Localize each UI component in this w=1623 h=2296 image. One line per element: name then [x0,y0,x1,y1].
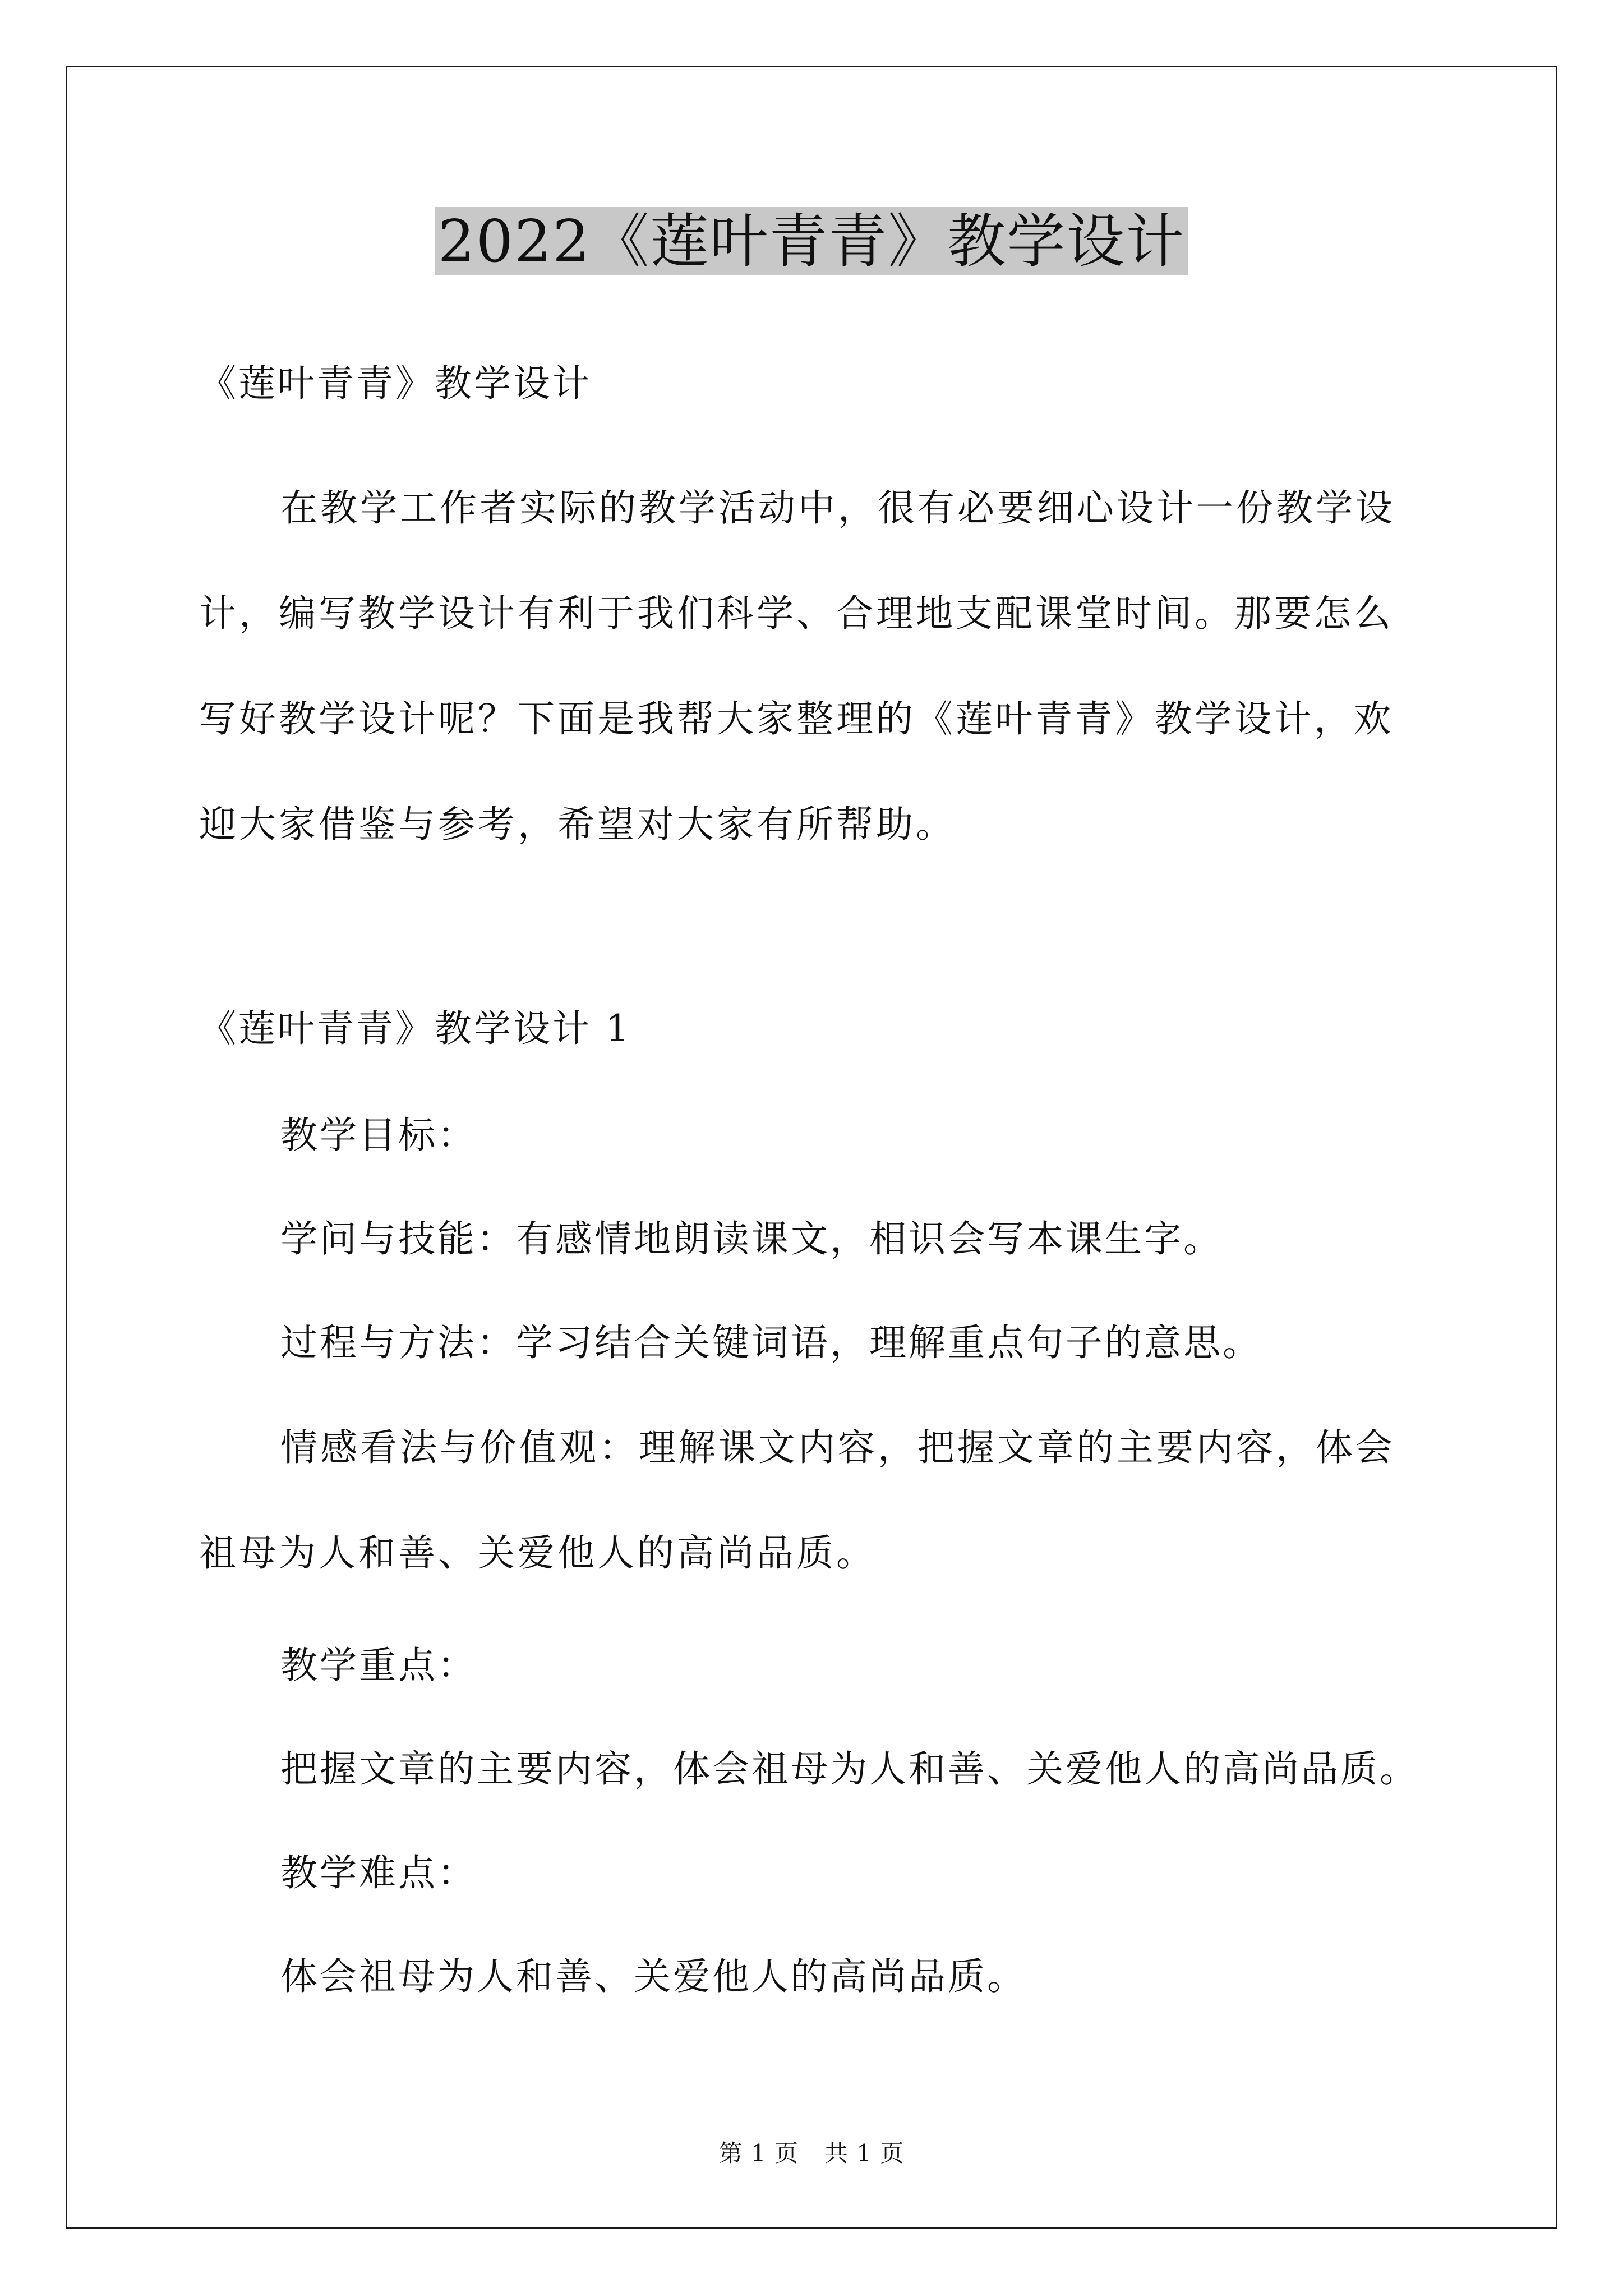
goals-heading: 教学目标： [280,1114,477,1157]
document-title [0,205,1623,278]
goal-emotion: 情感看法与价值观：理解课文内容，把握文章的主要内容，体会祖母为人和善、关爱他人的高尚品质。 [199,1426,1395,1575]
key-points-text: 把握文章的主要内容，体会祖母为人和善、关爱他人的高尚品质。 [280,1747,1419,1791]
goal-knowledge: 学问与技能：有感情地朗读课文，相识会写本课生字。 [280,1217,1223,1260]
difficulty-heading: 教学难点： [280,1851,477,1894]
goal-process: 过程与方法：学习结合关键词语，理解重点句子的意思。 [280,1321,1262,1364]
document-title-text: 2022《莲叶青青》教学设计 [435,207,1189,275]
intro-paragraph: 在教学工作者实际的教学活动中，很有必要细心设计一份教学设计，编写教学设计有利于我们科学、合理地支配课堂时间。那要怎么写好教学设计呢？下面是我帮大家整理的《莲叶青青》教学设计，欢迎大家借鉴与参考，希望对大家有所帮助。 [199,486,1395,846]
document-subtitle: 《莲叶青青》教学设计 [199,362,592,405]
page-number: 第 1 页 [718,2139,799,2167]
page-total: 共 1 页 [824,2139,905,2167]
difficulty-text: 体会祖母为人和善、关爱他人的高尚品质。 [280,1955,1026,1998]
page-footer [0,2135,1623,2169]
section-heading: 《莲叶青青》教学设计 1 [199,1007,631,1050]
key-points-heading: 教学重点： [280,1644,477,1687]
